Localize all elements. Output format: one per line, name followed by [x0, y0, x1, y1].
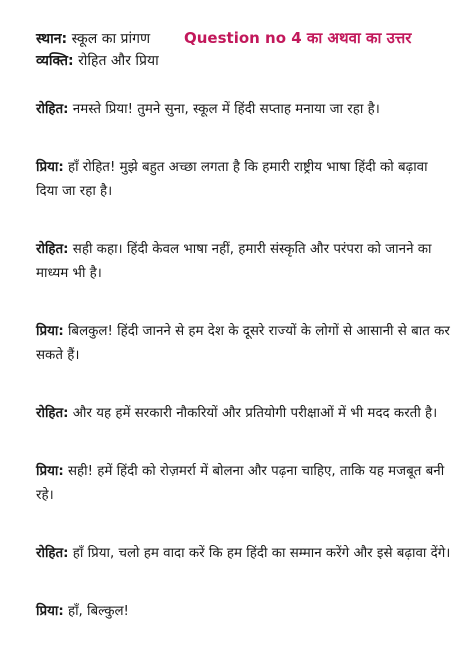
- dialogue-text: नमस्ते प्रिया! तुमने सुना, स्कूल में हिंदी सप्ताह मनाया जा रहा है।: [72, 102, 380, 117]
- speaker-name: रोहित:: [36, 102, 69, 117]
- dialogue-line: [36, 600, 453, 624]
- persons-line: [36, 50, 453, 72]
- dialogue-line: [36, 402, 453, 426]
- dialogue-text: हाँ रोहित! मुझे बहुत अच्छा लगता है कि हमारी राष्ट्रीय भाषा हिंदी को बढ़ावा दिया जा रहा है।: [36, 160, 428, 199]
- dialogue: [36, 98, 453, 624]
- dialogue-text: बिलकुल! हिंदी जानने से हम देश के दूसरे राज्यों के लोगों से आसानी से बात कर सकते हैं।: [36, 324, 450, 363]
- speaker-name: प्रिया:: [36, 324, 64, 339]
- dialogue-text: सही! हमें हिंदी को रोज़मर्रा में बोलना और पढ़ना चाहिए, ताकि यह मजबूत बनी रहे।: [36, 464, 445, 503]
- place-label: स्थान:: [36, 31, 68, 47]
- speaker-name: प्रिया:: [36, 464, 64, 479]
- speaker-name: रोहित:: [36, 406, 69, 421]
- speaker-name: रोहित:: [36, 242, 69, 257]
- dialogue-line: [36, 542, 453, 566]
- dialogue-text: और यह हमें सरकारी नौकरियों और प्रतियोगी परीक्षाओं में भी मदद करती है।: [72, 406, 438, 421]
- dialogue-line: [36, 98, 453, 122]
- speaker-name: रोहित:: [36, 546, 69, 561]
- speaker-name: प्रिया:: [36, 160, 64, 175]
- question-note: Question no 4 का अथवा का उत्तर: [184, 29, 412, 47]
- header: [36, 28, 453, 80]
- dialogue-line: [36, 320, 453, 368]
- dialogue-text: हाँ प्रिया, चलो हम वादा करें कि हम हिंदी का सम्मान करेंगे और इसे बढ़ावा देंगे।: [72, 546, 451, 561]
- dialogue-line: [36, 460, 453, 508]
- dialogue-line: [36, 238, 453, 286]
- speaker-name: प्रिया:: [36, 604, 64, 619]
- dialogue-line: [36, 156, 453, 204]
- dialogue-text: हाँ, बिल्कुल!: [67, 604, 129, 619]
- place-value: स्कूल का प्रांगण: [71, 31, 151, 47]
- persons-value: रोहित और प्रिया: [78, 53, 159, 69]
- persons-label: व्यक्ति:: [36, 53, 74, 69]
- dialogue-text: सही कहा। हिंदी केवल भाषा नहीं, हमारी संस्कृति और परंपरा को जानने का माध्यम भी है।: [36, 242, 432, 281]
